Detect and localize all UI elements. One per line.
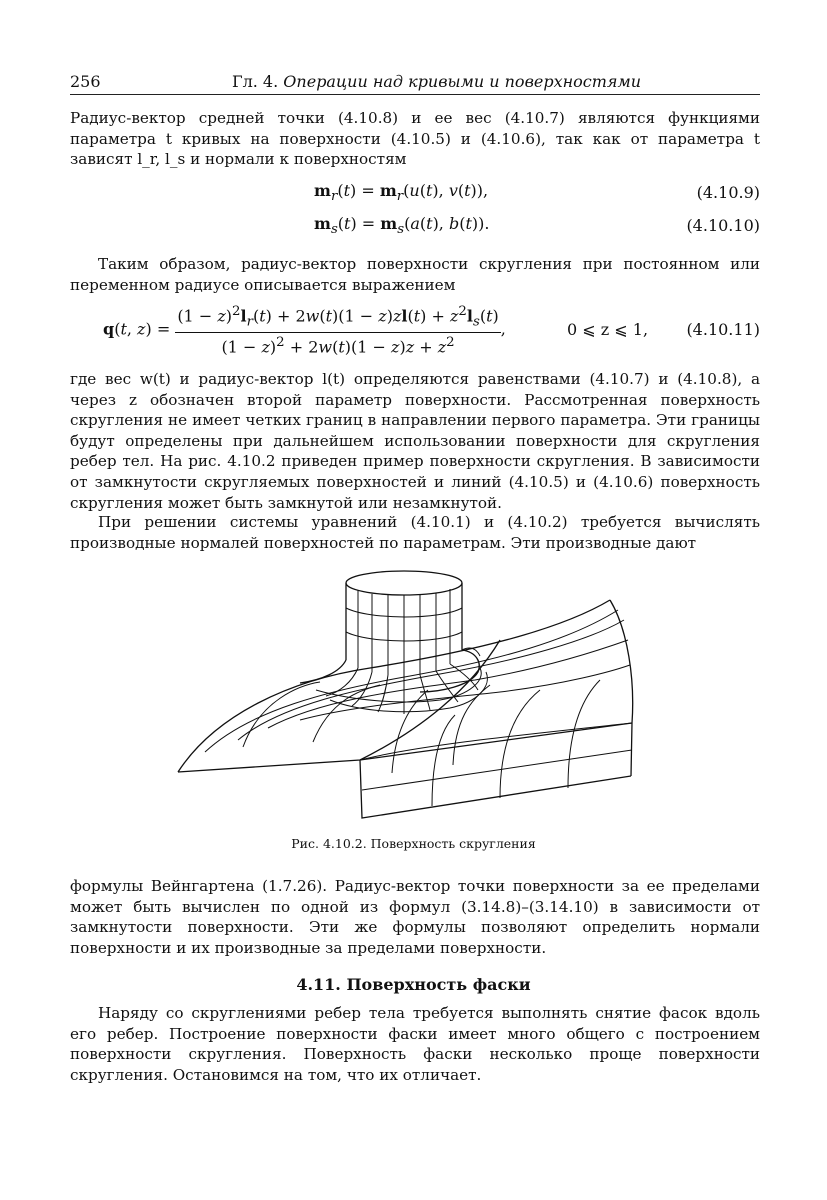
paragraph-3: где вес w(t) и радиус-вектор l(t) определяются равенствами (4.10.7) и (4.10.8), а через z обозначен второй параметр поверхности. Рассмотренная поверхность скругления не имеет четких границ в направлении первого параметра. Эти границы будут определены при дальнейшем использовании поверхности для скругления ребер тел. На рис. 4.10.2 приведен пример поверхности скругления. В зависимости от замкнутости скругляемых поверхностей и линий (4.10.5) и (4.10.6) поверхность скругления может быть замкнутой или незамкнутой. [70,370,760,512]
equation-number: (4.10.11) [686,320,760,339]
page-number: 256 [70,72,101,91]
equation-number: (4.10.10) [686,216,760,235]
paragraph-4: При решении системы уравнений (4.10.1) и (4.10.2) требуется вычислять производные нормалей поверхностей по параметрам. Эти производные дают [70,513,760,552]
equation-number: (4.10.9) [696,183,760,202]
chapter-title-text: Операции над кривыми и поверхностями [283,72,642,91]
paragraph-2: Таким образом, радиус-вектор поверхности скругления при постоянном или переменном радиусе описывается выражением [70,255,760,294]
paragraph-1: Радиус-вектор средней точки (4.10.8) и ее вес (4.10.7) являются функциями параметра t кривых на поверхности (4.10.5) и (4.10.6), так как от параметра t зависят l_r, l_s и нормали к поверхностям [70,109,760,169]
equation-4-10-10: $m_s(t) = m_s(a(t)$, b(t)). [314,214,490,238]
chapter-prefix: Гл. 4. [232,72,279,91]
equation-4-10-11: q(t, z) = $\frac{(1 - z)^2l_r(t) + 2w(t)(1 - z)zl(t) + z^2l_s(t)}{(1 - z)^2 + 2w(t)(1 - z)z + z^2}$ , [103,304,506,356]
equation-4-10-9: $m_r(t) = m_r(u(t)$, v(t)), [314,181,489,205]
paragraph-6: Наряду со скруглениями ребер тела требуется выполнять снятие фасок вдоль его ребер. Построение поверхности фаски имеет много общего с построением поверхности скругления. Поверхность фаски несколько проще поверхности скругления. Остановимся на том, что их отличает. [70,1004,760,1084]
figure-caption: Рис. 4.10.2. Поверхность скругления [291,836,536,851]
equation-condition: 0 ⩽ z ⩽ 1, [567,320,649,339]
paragraph-5: формулы Вейнгартена (1.7.26). Радиус-вектор точки поверхности за ее пределами может быть вычислен по одной из формул (3.14.8)–(3.14.10) в зависимости от замкнутости поверхности. Эти же формулы позволяют определить нормали поверхности и их производные за пределами поверхности. [70,877,760,957]
section-heading: 4.11. Поверхность фаски [296,975,531,994]
